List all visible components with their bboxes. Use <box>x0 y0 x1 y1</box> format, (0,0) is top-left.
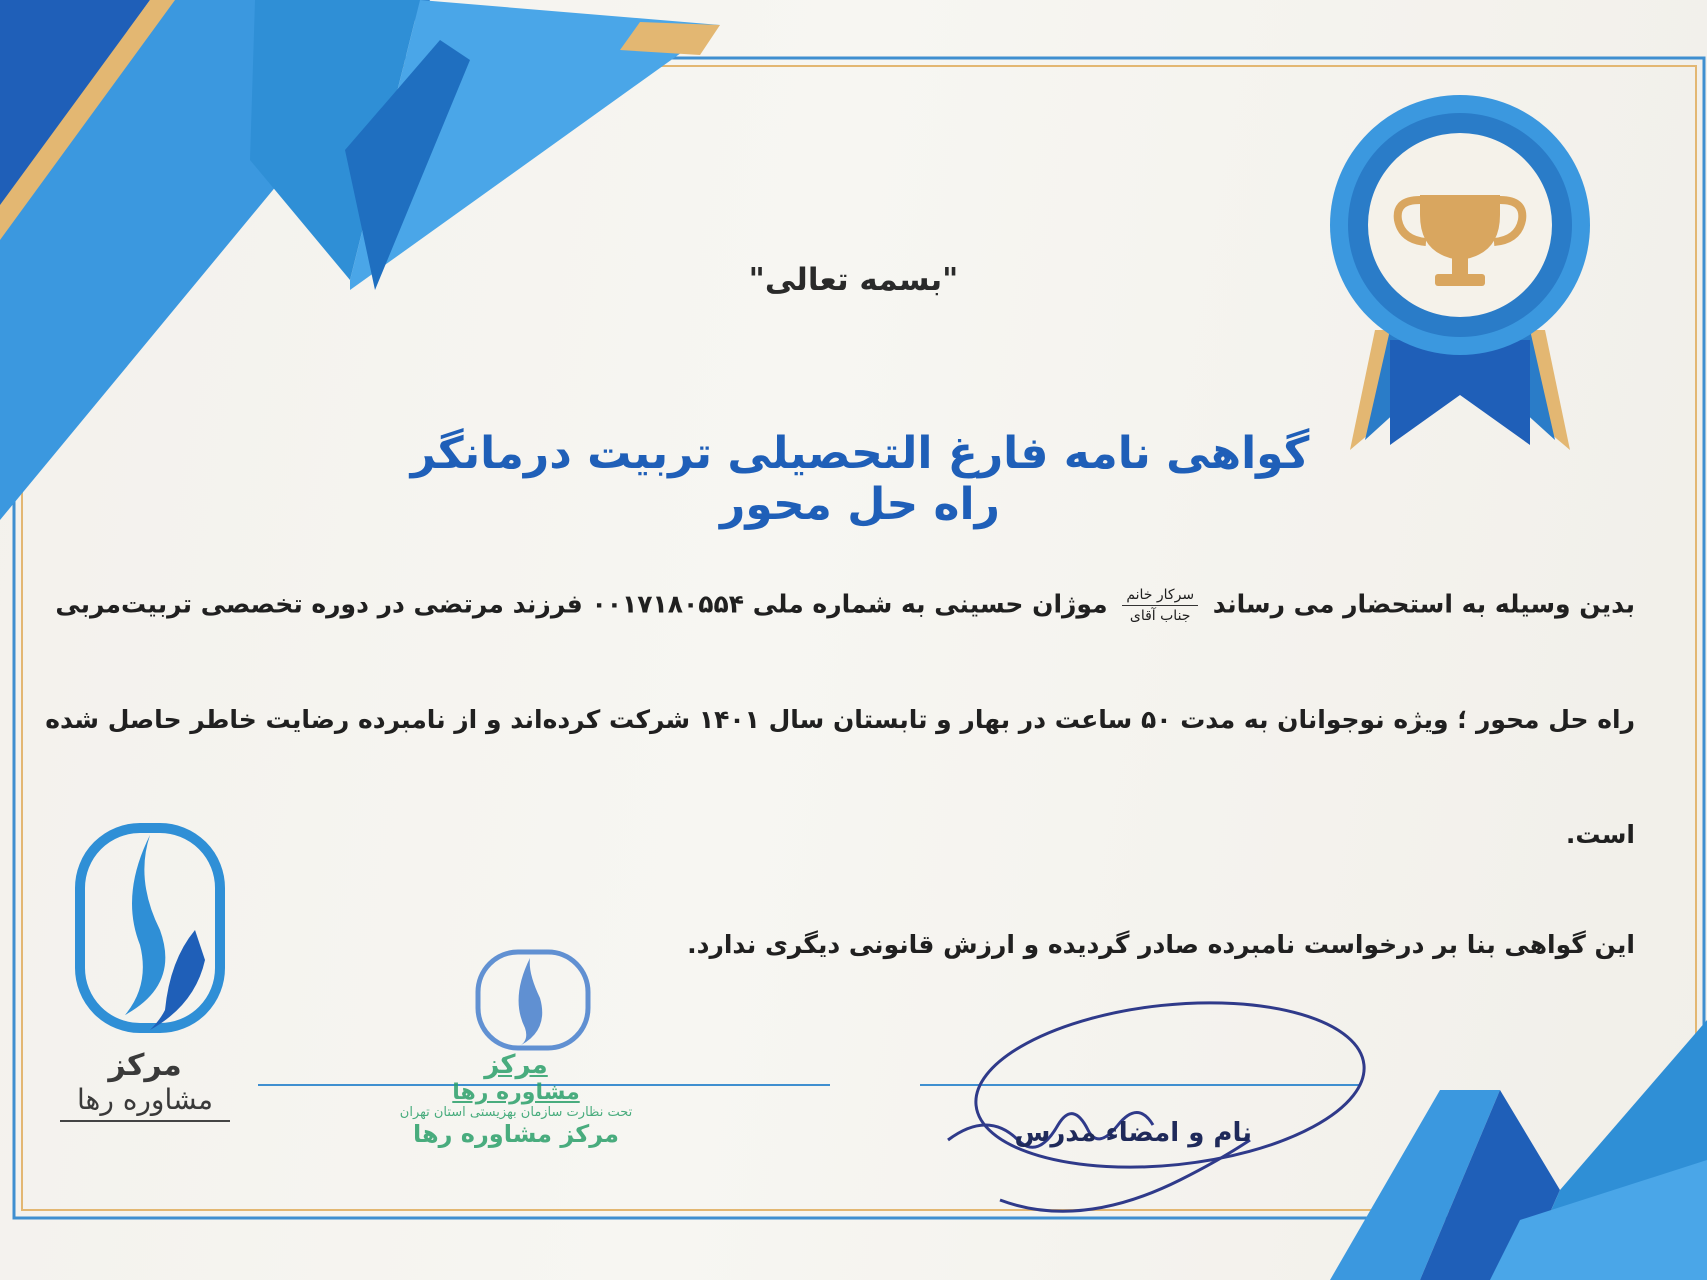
organization-logo-icon <box>80 828 220 1030</box>
signature-label: نام و امضاء مدرس <box>1014 1118 1252 1148</box>
stamp-seal <box>478 952 588 1048</box>
certificate-title: گواهی نامه فارغ التحصیلی تربیت درمانگر راه حل محور <box>410 428 1310 530</box>
stamp-caption-line-1: مرکز <box>484 1050 548 1080</box>
signature-mark <box>948 985 1372 1211</box>
body-line-4: این گواهی بنا بر درخواست نامبرده صادر گردیده و ارزش قانونی دیگری ندارد. <box>687 930 1635 959</box>
logo-caption-line-1: مرکز <box>108 1048 182 1083</box>
stamp-caption-line-4: مرکز مشاوره رها <box>412 1120 620 1148</box>
rosette-tail <box>1390 340 1530 445</box>
stamp-caption-line-2: مشاوره رها <box>452 1080 580 1105</box>
body-line-3: است. <box>1565 820 1635 849</box>
body-line-1 <box>55 585 1635 626</box>
stamp-logo-leaf <box>515 958 542 1048</box>
logo-caption-line-2: مشاوره رها <box>60 1083 230 1122</box>
logo-leaf-left <box>125 835 165 1015</box>
stamp-caption <box>386 1050 646 1148</box>
logo-caption <box>60 1048 230 1122</box>
honorific-bottom: جناب آقای <box>1129 608 1191 624</box>
honorific-stack <box>1122 585 1198 626</box>
body-line-1-end: موژان حسینی به شماره ملی ۰۰۱۷۱۸۰۵۵۴ فرزند مرتضی در دوره تخصصی تربیت‌مربی <box>55 589 1108 619</box>
basmala-heading: "بسمه تعالی" <box>748 262 959 298</box>
stamp-caption-line-3: تحت نظارت سازمان بهزیستی استان تهران <box>399 1105 633 1120</box>
honorific-top: سرکار خانم <box>1122 585 1198 606</box>
body-line-2: راه حل محور ؛ ویژه نوجوانان به مدت ۵۰ ساعت در بهار و تابستان سال ۱۴۰۱ شرکت کرده‌اند و از نامبرده رضایت خاطر حاصل شده <box>45 705 1635 734</box>
body-line-1-start: بدین وسیله به استحضار می رساند <box>1212 589 1635 619</box>
